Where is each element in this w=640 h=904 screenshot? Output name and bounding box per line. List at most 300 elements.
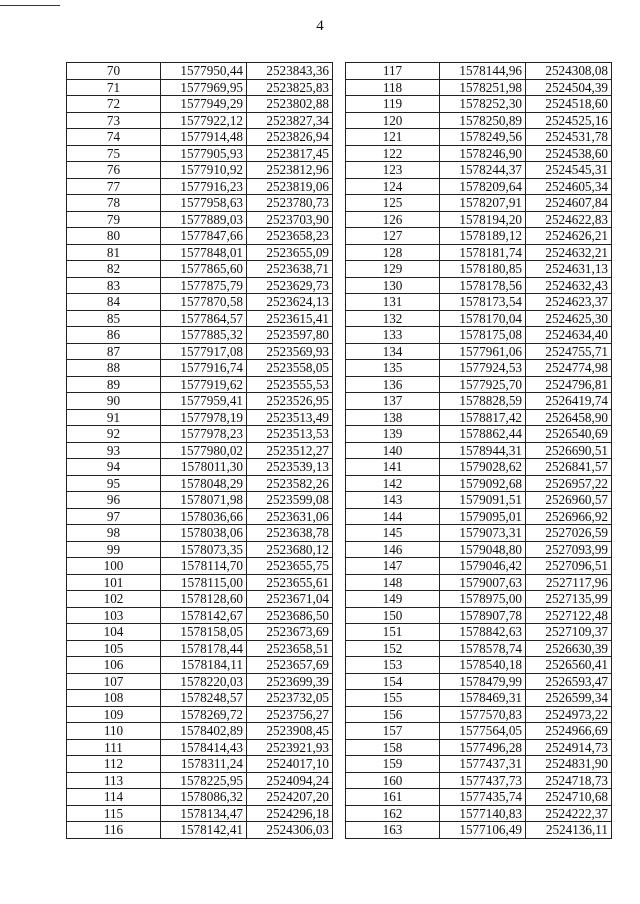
- x-coordinate-cell: 1577564,05: [440, 723, 526, 740]
- y-coordinate-cell: 2527117,96: [526, 574, 612, 591]
- x-coordinate-cell: 1579091,51: [440, 492, 526, 509]
- table-row: [346, 129, 612, 146]
- point-number-cell: 90: [67, 393, 161, 410]
- x-coordinate-cell: 1578578,74: [440, 640, 526, 657]
- y-coordinate-cell: 2524017,10: [247, 756, 333, 773]
- point-number-cell: 106: [67, 657, 161, 674]
- point-number-cell: 154: [346, 673, 440, 690]
- y-coordinate-cell: 2524136,11: [526, 822, 612, 839]
- table-row: [346, 591, 612, 608]
- point-number-cell: 151: [346, 624, 440, 641]
- table-row: [346, 393, 612, 410]
- y-coordinate-cell: 2524973,22: [526, 706, 612, 723]
- y-coordinate-cell: 2527122,48: [526, 607, 612, 624]
- y-coordinate-cell: 2523680,12: [247, 541, 333, 558]
- point-number-cell: 81: [67, 244, 161, 261]
- x-coordinate-cell: 1577959,41: [161, 393, 247, 410]
- x-coordinate-cell: 1577910,92: [161, 162, 247, 179]
- table-row: [67, 723, 333, 740]
- y-coordinate-cell: 2523513,49: [247, 409, 333, 426]
- x-coordinate-cell: 1578178,44: [161, 640, 247, 657]
- y-coordinate-cell: 2524718,73: [526, 772, 612, 789]
- point-number-cell: 139: [346, 426, 440, 443]
- y-coordinate-cell: 2523539,13: [247, 459, 333, 476]
- point-number-cell: 100: [67, 558, 161, 575]
- x-coordinate-cell: 1578944,31: [440, 442, 526, 459]
- point-number-cell: 127: [346, 228, 440, 245]
- point-number-cell: 84: [67, 294, 161, 311]
- table-row: [346, 690, 612, 707]
- table-row: [346, 574, 612, 591]
- y-coordinate-cell: 2523513,53: [247, 426, 333, 443]
- table-row: [346, 63, 612, 80]
- x-coordinate-cell: 1578048,29: [161, 475, 247, 492]
- x-coordinate-cell: 1577885,32: [161, 327, 247, 344]
- table-row: [67, 294, 333, 311]
- y-coordinate-cell: 2523908,45: [247, 723, 333, 740]
- y-coordinate-cell: 2523658,51: [247, 640, 333, 657]
- y-coordinate-cell: 2527135,99: [526, 591, 612, 608]
- point-number-cell: 72: [67, 96, 161, 113]
- x-coordinate-cell: 1578252,30: [440, 96, 526, 113]
- table-row: [346, 277, 612, 294]
- point-number-cell: 121: [346, 129, 440, 146]
- point-number-cell: 76: [67, 162, 161, 179]
- y-coordinate-cell: 2524538,60: [526, 145, 612, 162]
- table-row: [67, 178, 333, 195]
- table-row: [67, 211, 333, 228]
- x-coordinate-cell: 1578251,98: [440, 79, 526, 96]
- point-number-cell: 142: [346, 475, 440, 492]
- x-coordinate-cell: 1578128,60: [161, 591, 247, 608]
- table-row: [346, 112, 612, 129]
- x-coordinate-cell: 1577978,23: [161, 426, 247, 443]
- table-row: [346, 492, 612, 509]
- y-coordinate-cell: 2526560,41: [526, 657, 612, 674]
- x-coordinate-cell: 1579095,01: [440, 508, 526, 525]
- table-row: [67, 393, 333, 410]
- y-coordinate-cell: 2524531,78: [526, 129, 612, 146]
- point-number-cell: 77: [67, 178, 161, 195]
- x-coordinate-cell: 1579092,68: [440, 475, 526, 492]
- point-number-cell: 149: [346, 591, 440, 608]
- table-row: [67, 459, 333, 476]
- x-coordinate-cell: 1577980,02: [161, 442, 247, 459]
- x-coordinate-cell: 1578114,70: [161, 558, 247, 575]
- y-coordinate-cell: 2523819,06: [247, 178, 333, 195]
- x-coordinate-cell: 1579048,80: [440, 541, 526, 558]
- x-coordinate-cell: 1578178,56: [440, 277, 526, 294]
- table-row: [67, 739, 333, 756]
- x-coordinate-cell: 1577924,53: [440, 360, 526, 377]
- table-row: [67, 261, 333, 278]
- point-number-cell: 99: [67, 541, 161, 558]
- x-coordinate-cell: 1579046,42: [440, 558, 526, 575]
- x-coordinate-cell: 1577106,49: [440, 822, 526, 839]
- point-number-cell: 79: [67, 211, 161, 228]
- table-row: [346, 558, 612, 575]
- table-row: [67, 624, 333, 641]
- x-coordinate-cell: 1578842,63: [440, 624, 526, 641]
- x-coordinate-cell: 1577496,28: [440, 739, 526, 756]
- y-coordinate-cell: 2524710,68: [526, 789, 612, 806]
- table-row: [346, 310, 612, 327]
- y-coordinate-cell: 2526630,39: [526, 640, 612, 657]
- y-coordinate-cell: 2523827,34: [247, 112, 333, 129]
- table-row: [67, 756, 333, 773]
- point-number-cell: 114: [67, 789, 161, 806]
- y-coordinate-cell: 2524626,21: [526, 228, 612, 245]
- x-coordinate-cell: 1577916,23: [161, 178, 247, 195]
- y-coordinate-cell: 2523686,50: [247, 607, 333, 624]
- x-coordinate-cell: 1578073,35: [161, 541, 247, 558]
- table-row: [346, 541, 612, 558]
- x-coordinate-cell: 1577916,74: [161, 360, 247, 377]
- x-coordinate-cell: 1579028,62: [440, 459, 526, 476]
- x-coordinate-cell: 1578414,43: [161, 739, 247, 756]
- y-coordinate-cell: 2523658,23: [247, 228, 333, 245]
- table-row: [67, 327, 333, 344]
- y-coordinate-cell: 2524306,03: [247, 822, 333, 839]
- y-coordinate-cell: 2523655,61: [247, 574, 333, 591]
- table-row: [67, 442, 333, 459]
- point-number-cell: 113: [67, 772, 161, 789]
- table-row: [346, 756, 612, 773]
- y-coordinate-cell: 2523638,78: [247, 525, 333, 542]
- point-number-cell: 109: [67, 706, 161, 723]
- y-coordinate-cell: 2523582,26: [247, 475, 333, 492]
- table-row: [346, 211, 612, 228]
- table-row: [346, 426, 612, 443]
- point-number-cell: 86: [67, 327, 161, 344]
- x-coordinate-cell: 1577437,73: [440, 772, 526, 789]
- y-coordinate-cell: 2523756,27: [247, 706, 333, 723]
- table-row: [67, 607, 333, 624]
- x-coordinate-cell: 1578194,20: [440, 211, 526, 228]
- table-row: [346, 145, 612, 162]
- table-row: [67, 706, 333, 723]
- point-number-cell: 162: [346, 805, 440, 822]
- x-coordinate-cell: 1578209,64: [440, 178, 526, 195]
- point-number-cell: 135: [346, 360, 440, 377]
- point-number-cell: 75: [67, 145, 161, 162]
- y-coordinate-cell: 2527096,51: [526, 558, 612, 575]
- point-number-cell: 124: [346, 178, 440, 195]
- point-number-cell: 132: [346, 310, 440, 327]
- x-coordinate-cell: 1577905,93: [161, 145, 247, 162]
- table-row: [67, 376, 333, 393]
- table-row: [346, 525, 612, 542]
- x-coordinate-cell: 1578220,03: [161, 673, 247, 690]
- x-coordinate-cell: 1578184,11: [161, 657, 247, 674]
- y-coordinate-cell: 2524623,37: [526, 294, 612, 311]
- table-row: [346, 409, 612, 426]
- point-number-cell: 118: [346, 79, 440, 96]
- table-row: [67, 195, 333, 212]
- table-row: [67, 112, 333, 129]
- y-coordinate-cell: 2524222,37: [526, 805, 612, 822]
- point-number-cell: 74: [67, 129, 161, 146]
- point-number-cell: 101: [67, 574, 161, 591]
- point-number-cell: 83: [67, 277, 161, 294]
- point-number-cell: 148: [346, 574, 440, 591]
- y-coordinate-cell: 2524625,30: [526, 310, 612, 327]
- point-number-cell: 110: [67, 723, 161, 740]
- table-row: [346, 79, 612, 96]
- y-coordinate-cell: 2523638,71: [247, 261, 333, 278]
- y-coordinate-cell: 2526593,47: [526, 673, 612, 690]
- point-number-cell: 97: [67, 508, 161, 525]
- table-row: [67, 228, 333, 245]
- table-row: [67, 525, 333, 542]
- y-coordinate-cell: 2523780,73: [247, 195, 333, 212]
- point-number-cell: 140: [346, 442, 440, 459]
- x-coordinate-cell: 1577950,44: [161, 63, 247, 80]
- y-coordinate-cell: 2526599,34: [526, 690, 612, 707]
- point-number-cell: 131: [346, 294, 440, 311]
- x-coordinate-cell: 1578142,67: [161, 607, 247, 624]
- point-number-cell: 98: [67, 525, 161, 542]
- table-row: [67, 360, 333, 377]
- table-row: [67, 244, 333, 261]
- table-row: [67, 690, 333, 707]
- x-coordinate-cell: 1577140,83: [440, 805, 526, 822]
- point-number-cell: 96: [67, 492, 161, 509]
- y-coordinate-cell: 2523558,05: [247, 360, 333, 377]
- point-number-cell: 147: [346, 558, 440, 575]
- y-coordinate-cell: 2524605,34: [526, 178, 612, 195]
- page-number: 4: [316, 18, 324, 34]
- y-coordinate-cell: 2523817,45: [247, 145, 333, 162]
- table-row: [346, 706, 612, 723]
- x-coordinate-cell: 1579073,31: [440, 525, 526, 542]
- x-coordinate-cell: 1578249,56: [440, 129, 526, 146]
- point-number-cell: 89: [67, 376, 161, 393]
- x-coordinate-cell: 1578173,54: [440, 294, 526, 311]
- y-coordinate-cell: 2524774,98: [526, 360, 612, 377]
- y-coordinate-cell: 2523599,08: [247, 492, 333, 509]
- y-coordinate-cell: 2524631,13: [526, 261, 612, 278]
- x-coordinate-cell: 1577917,08: [161, 343, 247, 360]
- point-number-cell: 130: [346, 277, 440, 294]
- y-coordinate-cell: 2523732,05: [247, 690, 333, 707]
- table-row: [67, 96, 333, 113]
- y-coordinate-cell: 2524966,69: [526, 723, 612, 740]
- table-row: [346, 162, 612, 179]
- x-coordinate-cell: 1578244,37: [440, 162, 526, 179]
- x-coordinate-cell: 1578469,31: [440, 690, 526, 707]
- table-row: [67, 129, 333, 146]
- x-coordinate-cell: 1577864,57: [161, 310, 247, 327]
- point-number-cell: 78: [67, 195, 161, 212]
- point-number-cell: 157: [346, 723, 440, 740]
- table-row: [346, 442, 612, 459]
- table-row: [67, 63, 333, 80]
- x-coordinate-cell: 1577978,19: [161, 409, 247, 426]
- x-coordinate-cell: 1578479,99: [440, 673, 526, 690]
- x-coordinate-cell: 1578225,95: [161, 772, 247, 789]
- table-row: [67, 805, 333, 822]
- y-coordinate-cell: 2523812,96: [247, 162, 333, 179]
- y-coordinate-cell: 2523825,83: [247, 79, 333, 96]
- y-coordinate-cell: 2523597,80: [247, 327, 333, 344]
- table-row: [346, 772, 612, 789]
- y-coordinate-cell: 2526419,74: [526, 393, 612, 410]
- x-coordinate-cell: 1578038,06: [161, 525, 247, 542]
- y-coordinate-cell: 2523624,13: [247, 294, 333, 311]
- table-row: [67, 162, 333, 179]
- table-row: [67, 343, 333, 360]
- point-number-cell: 146: [346, 541, 440, 558]
- y-coordinate-cell: 2524207,20: [247, 789, 333, 806]
- table-row: [346, 822, 612, 839]
- x-coordinate-cell: 1578189,12: [440, 228, 526, 245]
- table-row: [346, 195, 612, 212]
- x-coordinate-cell: 1578142,41: [161, 822, 247, 839]
- coordinates-table-right: [345, 62, 612, 839]
- table-row: [67, 640, 333, 657]
- x-coordinate-cell: 1578817,42: [440, 409, 526, 426]
- y-coordinate-cell: 2524796,81: [526, 376, 612, 393]
- coordinates-table-left: [66, 62, 333, 839]
- table-row: [67, 772, 333, 789]
- x-coordinate-cell: 1578175,08: [440, 327, 526, 344]
- point-number-cell: 134: [346, 343, 440, 360]
- point-number-cell: 141: [346, 459, 440, 476]
- x-coordinate-cell: 1578115,00: [161, 574, 247, 591]
- point-number-cell: 145: [346, 525, 440, 542]
- table-row: [67, 475, 333, 492]
- table-row: [346, 244, 612, 261]
- point-number-cell: 156: [346, 706, 440, 723]
- y-coordinate-cell: 2526960,57: [526, 492, 612, 509]
- y-coordinate-cell: 2524518,60: [526, 96, 612, 113]
- table-row: [346, 607, 612, 624]
- y-coordinate-cell: 2526841,57: [526, 459, 612, 476]
- table-row: [67, 558, 333, 575]
- table-row: [346, 343, 612, 360]
- point-number-cell: 117: [346, 63, 440, 80]
- x-coordinate-cell: 1577870,58: [161, 294, 247, 311]
- table-row: [346, 459, 612, 476]
- point-number-cell: 91: [67, 409, 161, 426]
- y-coordinate-cell: 2523555,53: [247, 376, 333, 393]
- point-number-cell: 105: [67, 640, 161, 657]
- x-coordinate-cell: 1577437,31: [440, 756, 526, 773]
- y-coordinate-cell: 2523802,88: [247, 96, 333, 113]
- y-coordinate-cell: 2523673,69: [247, 624, 333, 641]
- y-coordinate-cell: 2524831,90: [526, 756, 612, 773]
- y-coordinate-cell: 2523657,69: [247, 657, 333, 674]
- table-row: [67, 591, 333, 608]
- x-coordinate-cell: 1578862,44: [440, 426, 526, 443]
- point-number-cell: 159: [346, 756, 440, 773]
- table-row: [346, 294, 612, 311]
- y-coordinate-cell: 2524914,73: [526, 739, 612, 756]
- x-coordinate-cell: 1577875,79: [161, 277, 247, 294]
- table-row: [67, 822, 333, 839]
- point-number-cell: 71: [67, 79, 161, 96]
- table-row: [67, 310, 333, 327]
- point-number-cell: 163: [346, 822, 440, 839]
- table-row: [346, 657, 612, 674]
- y-coordinate-cell: 2524632,21: [526, 244, 612, 261]
- x-coordinate-cell: 1578170,04: [440, 310, 526, 327]
- y-coordinate-cell: 2524296,18: [247, 805, 333, 822]
- table-row: [67, 673, 333, 690]
- x-coordinate-cell: 1577435,74: [440, 789, 526, 806]
- x-coordinate-cell: 1577848,01: [161, 244, 247, 261]
- x-coordinate-cell: 1578250,89: [440, 112, 526, 129]
- y-coordinate-cell: 2526540,69: [526, 426, 612, 443]
- y-coordinate-cell: 2526966,92: [526, 508, 612, 525]
- x-coordinate-cell: 1578158,05: [161, 624, 247, 641]
- x-coordinate-cell: 1578207,91: [440, 195, 526, 212]
- point-number-cell: 82: [67, 261, 161, 278]
- table-row: [346, 723, 612, 740]
- table-row: [67, 657, 333, 674]
- x-coordinate-cell: 1579007,63: [440, 574, 526, 591]
- table-row: [67, 79, 333, 96]
- y-coordinate-cell: 2523655,09: [247, 244, 333, 261]
- table-row: [346, 673, 612, 690]
- x-coordinate-cell: 1577919,62: [161, 376, 247, 393]
- point-number-cell: 136: [346, 376, 440, 393]
- y-coordinate-cell: 2523631,06: [247, 508, 333, 525]
- point-number-cell: 85: [67, 310, 161, 327]
- point-number-cell: 120: [346, 112, 440, 129]
- x-coordinate-cell: 1578144,96: [440, 63, 526, 80]
- x-coordinate-cell: 1577925,70: [440, 376, 526, 393]
- point-number-cell: 133: [346, 327, 440, 344]
- x-coordinate-cell: 1578828,59: [440, 393, 526, 410]
- y-coordinate-cell: 2523655,75: [247, 558, 333, 575]
- x-coordinate-cell: 1577570,83: [440, 706, 526, 723]
- x-coordinate-cell: 1577958,63: [161, 195, 247, 212]
- table-row: [67, 541, 333, 558]
- y-coordinate-cell: 2523843,36: [247, 63, 333, 80]
- table-row: [346, 508, 612, 525]
- y-coordinate-cell: 2523512,27: [247, 442, 333, 459]
- point-number-cell: 94: [67, 459, 161, 476]
- point-number-cell: 111: [67, 739, 161, 756]
- table-row: [67, 508, 333, 525]
- x-coordinate-cell: 1577865,60: [161, 261, 247, 278]
- point-number-cell: 126: [346, 211, 440, 228]
- table-row: [346, 805, 612, 822]
- table-row: [67, 492, 333, 509]
- x-coordinate-cell: 1578248,57: [161, 690, 247, 707]
- point-number-cell: 150: [346, 607, 440, 624]
- y-coordinate-cell: 2524634,40: [526, 327, 612, 344]
- y-coordinate-cell: 2527109,37: [526, 624, 612, 641]
- y-coordinate-cell: 2526957,22: [526, 475, 612, 492]
- y-coordinate-cell: 2523629,73: [247, 277, 333, 294]
- table-row: [67, 409, 333, 426]
- point-number-cell: 152: [346, 640, 440, 657]
- point-number-cell: 155: [346, 690, 440, 707]
- x-coordinate-cell: 1578246,90: [440, 145, 526, 162]
- y-coordinate-cell: 2524525,16: [526, 112, 612, 129]
- point-number-cell: 80: [67, 228, 161, 245]
- header-rule: [0, 5, 60, 6]
- x-coordinate-cell: 1578036,66: [161, 508, 247, 525]
- point-number-cell: 103: [67, 607, 161, 624]
- point-number-cell: 119: [346, 96, 440, 113]
- point-number-cell: 128: [346, 244, 440, 261]
- x-coordinate-cell: 1577969,95: [161, 79, 247, 96]
- x-coordinate-cell: 1578975,00: [440, 591, 526, 608]
